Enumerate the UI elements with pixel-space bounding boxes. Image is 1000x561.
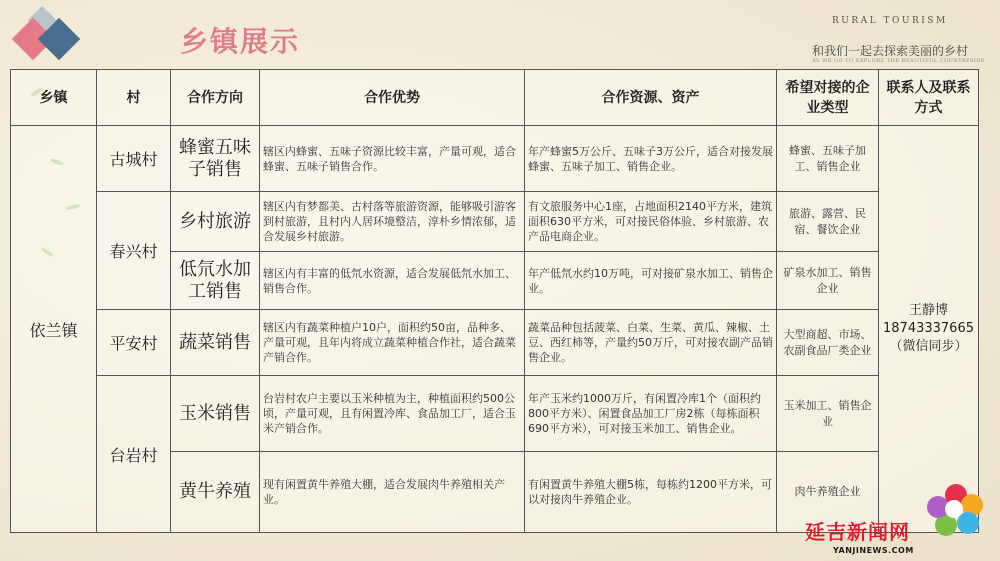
advantage-cell: 辖区内有丰富的低氘水资源，适合发展低氘水加工、销售合作。 (260, 252, 525, 310)
direction-cell: 黄牛养殖 (171, 452, 260, 533)
page-title: 乡镇展示 (180, 25, 301, 58)
direction-cell: 乡村旅游 (171, 192, 260, 252)
flower-logo-icon (923, 480, 987, 540)
direction-cell: 蜂蜜五味子销售 (171, 126, 260, 192)
resources-cell: 有闲置黄牛养殖大棚5栋，每栋约1200平方米，可以对接肉牛养殖企业。 (525, 452, 777, 533)
contact-note: （微信同步） (889, 339, 968, 354)
direction-cell: 低氘水加工销售 (171, 252, 260, 310)
table-row (11, 310, 979, 376)
advantage-cell: 辖区内蜂蜜、五味子资源比较丰富，产量可观，适合蜂蜜、五味子销售合作。 (260, 126, 525, 192)
town-cell: 依兰镇 (11, 126, 97, 533)
direction-cell: 蔬菜销售 (171, 310, 260, 376)
header-direction: 合作方向 (171, 70, 260, 126)
news-logo-name: 延吉新闻网 (805, 520, 910, 544)
header-enterprise-type: 希望对接的企业类型 (777, 70, 879, 126)
table-row (11, 376, 979, 452)
news-logo (805, 480, 995, 560)
direction-cell: 玉米销售 (171, 376, 260, 452)
resources-cell: 年产蜂蜜5万公斤、五味子3万公斤，适合对接发展蜂蜜、五味子加工、销售企业。 (525, 126, 777, 192)
contact-name: 王静博 (908, 303, 948, 318)
village-cell: 古城村 (97, 126, 171, 192)
header-contact: 联系人及联系方式 (879, 70, 979, 126)
village-cell: 春兴村 (97, 192, 171, 310)
news-logo-url: YANJINEWS.COM (833, 546, 914, 555)
advantage-cell: 现有闲置黄牛养殖大棚，适合发展肉牛养殖相关产业。 (260, 452, 525, 533)
advantage-cell: 台岩村农户主要以玉米种植为主，种植面积约500公顷，产量可观，且有闲置冷库、食品加工厂，适合玉米产销合作。 (260, 376, 525, 452)
header-resources: 合作资源、资产 (525, 70, 777, 126)
town-table (10, 69, 979, 533)
table-header-row (11, 70, 979, 126)
contact-cell (879, 126, 979, 533)
enterprise-type-cell: 蜂蜜、五味子加工、销售企业 (777, 126, 879, 192)
enterprise-type-cell: 矿泉水加工、销售企业 (777, 252, 879, 310)
header-town: 乡镇 (11, 70, 97, 126)
header-village: 村 (97, 70, 171, 126)
table-row (11, 126, 979, 192)
rural-tourism-label: RURAL TOURISM (832, 16, 948, 26)
enterprise-type-cell: 旅游、露营、民宿、餐饮企业 (777, 192, 879, 252)
enterprise-type-cell: 大型商超、市场、农副食品厂类企业 (777, 310, 879, 376)
resources-cell: 蔬菜品种包括菠菜、白菜、生菜、黄瓜、辣椒、土豆、西红柿等，产量约50万斤，可对接农副产品销售企业。 (525, 310, 777, 376)
header-advantage: 合作优势 (260, 70, 525, 126)
resources-cell: 年产玉米约1000万斤，有闲置冷库1个（面积约800平方米）、闲置食品加工厂房2栋（每栋面积690平方米），可对接玉米加工、销售企业。 (525, 376, 777, 452)
village-cell: 平安村 (97, 310, 171, 376)
decorative-diamonds (8, 10, 98, 70)
resources-cell: 年产低氘水约10万吨，可对接矿泉水加工、销售企业。 (525, 252, 777, 310)
enterprise-type-cell: 玉米加工、销售企业 (777, 376, 879, 452)
rural-tourism-subtitle: AS WE GO TO EXPLORE THE BEAUTIFUL COUNTRYSIDE (812, 58, 986, 64)
rural-tourism-slogan: 和我们一起去探索美丽的乡村 (812, 44, 969, 58)
table-row (11, 192, 979, 252)
village-cell: 台岩村 (97, 376, 171, 533)
advantage-cell: 辖区内有梦都美、古村落等旅游资源，能够吸引游客到村旅游，且村内人居环境整洁，淳朴乡情浓郁，适合发展乡村旅游。 (260, 192, 525, 252)
advantage-cell: 辖区内有蔬菜种植户10户，面积约50亩，品种多、产量可观，且年内将成立蔬菜种植合作社，适合蔬菜产销合作。 (260, 310, 525, 376)
enterprise-type-cell: 肉牛养殖企业 (777, 452, 879, 533)
contact-phone: 18743337665 (883, 321, 974, 336)
resources-cell: 有文旅服务中心1座，占地面积2140平方米，建筑面积630平方米，可对接民俗体验、乡村旅游、农产品电商企业。 (525, 192, 777, 252)
